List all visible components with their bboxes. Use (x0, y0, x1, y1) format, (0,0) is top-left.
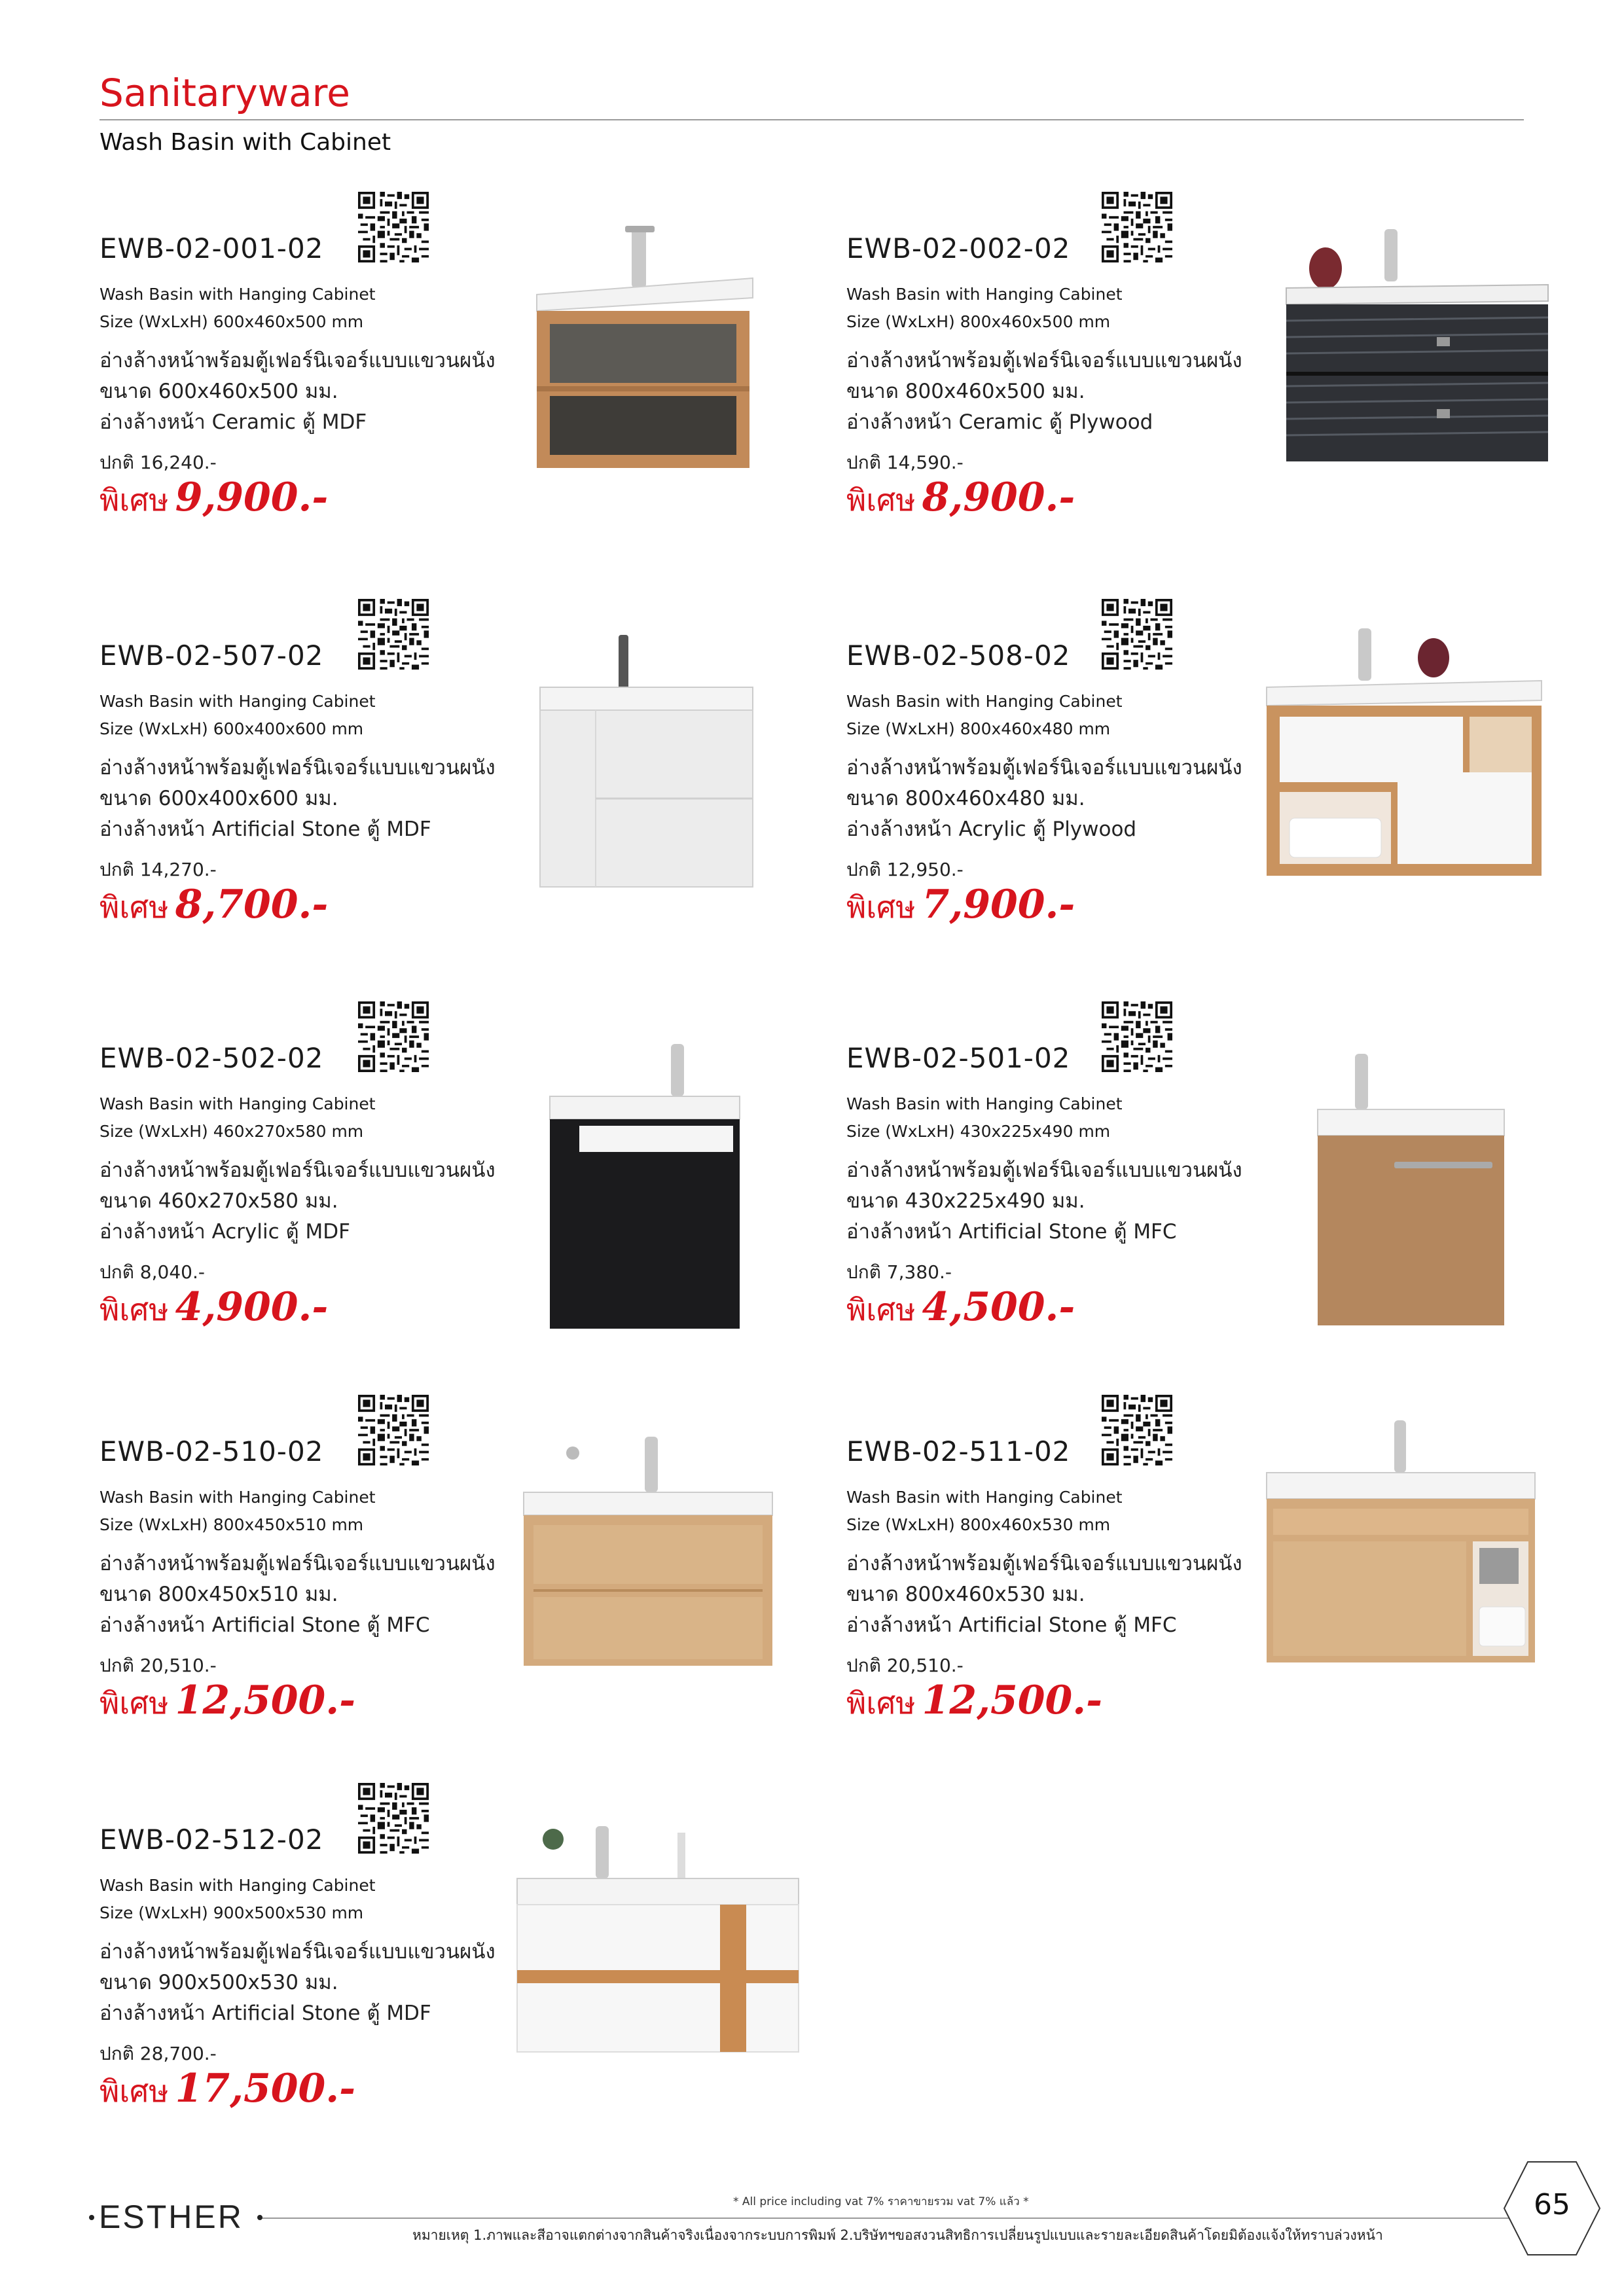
normal-price: ปกติ 7,380.- (846, 1261, 952, 1283)
page-title: Sanitaryware (99, 71, 350, 115)
special-price-line (99, 1284, 328, 1334)
normal-price: ปกติ 20,510.- (99, 1655, 217, 1676)
qr-code-icon[interactable] (1102, 192, 1172, 262)
product-image-cabinet (537, 628, 759, 890)
footer-divider (262, 2218, 1525, 2219)
product-name-th: อ่างล้างหน้าพร้อมตู้เฟอร์นิเจอร์แบบแขวนผนัง (99, 756, 496, 780)
qr-code-icon[interactable] (1102, 1001, 1172, 1072)
product-code: EWB-02-511-02 (846, 1435, 1071, 1467)
product-name-th: อ่างล้างหน้าพร้อมตู้เฟอร์นิเจอร์แบบแขวนผนัง (99, 1552, 496, 1575)
special-label: พิเศษ (99, 1685, 169, 1721)
product-size-en: Size (WxLxH) 460x270x580 mm (99, 1122, 364, 1141)
special-price: 8,700.- (175, 882, 329, 927)
product-name-en: Wash Basin with Hanging Cabinet (99, 1094, 376, 1113)
product-name-th: อ่างล้างหน้าพร้อมตู้เฟอร์นิเจอร์แบบแขวนผนัง (846, 349, 1242, 372)
special-price-line (846, 882, 1075, 931)
qr-code-icon[interactable] (1102, 599, 1172, 670)
special-price: 7,900.- (922, 882, 1075, 927)
special-price-line (99, 2066, 355, 2115)
qr-code-icon[interactable] (358, 599, 429, 670)
qr-code-icon[interactable] (358, 1001, 429, 1072)
special-price: 9,900.- (175, 475, 329, 520)
product-name-th: อ่างล้างหน้าพร้อมตู้เฟอร์นิเจอร์แบบแขวนผนัง (99, 1158, 496, 1182)
normal-price: ปกติ 28,700.- (99, 2043, 217, 2064)
special-price: 4,500.- (922, 1284, 1075, 1330)
qr-code-icon[interactable] (358, 192, 429, 262)
product-size-th: ขนาด 430x225x490 มม. (846, 1189, 1085, 1213)
product-size-th: ขนาด 800x450x510 มม. (99, 1583, 338, 1606)
page-number: 65 (1534, 2188, 1570, 2221)
special-label: พิเศษ (99, 482, 169, 518)
product-image-cabinet (543, 1037, 746, 1332)
page-subtitle: Wash Basin with Cabinet (99, 129, 391, 156)
product-name-en: Wash Basin with Hanging Cabinet (99, 1488, 376, 1507)
product-name-en: Wash Basin with Hanging Cabinet (846, 692, 1123, 711)
special-label: พิเศษ (846, 482, 916, 518)
product-code: EWB-02-510-02 (99, 1435, 324, 1467)
product-size-th: ขนาด 460x270x580 มม. (99, 1189, 338, 1213)
product-material-th: อ่างล้างหน้า Ceramic ตู้ Plywood (846, 410, 1153, 434)
special-label: พิเศษ (99, 889, 169, 925)
special-label: พิเศษ (99, 2074, 169, 2109)
product-code: EWB-02-512-02 (99, 1823, 324, 1856)
product-material-th: อ่างล้างหน้า Artificial Stone ตู้ MFC (99, 1613, 430, 1637)
product-image-cabinet (514, 1820, 802, 2055)
normal-price: ปกติ 16,240.- (99, 452, 217, 473)
product-name-en: Wash Basin with Hanging Cabinet (846, 1488, 1123, 1507)
special-price: 12,500.- (175, 1678, 355, 1723)
product-size-th: ขนาด 600x400x600 มม. (99, 787, 338, 810)
product-image-cabinet (1280, 203, 1555, 465)
product-material-th: อ่างล้างหน้า Acrylic ตู้ MDF (99, 1220, 350, 1244)
product-size-en: Size (WxLxH) 600x460x500 mm (99, 312, 364, 331)
product-name-th: อ่างล้างหน้าพร้อมตู้เฟอร์นิเจอร์แบบแขวนผนัง (99, 349, 496, 372)
product-name-th: อ่างล้างหน้าพร้อมตู้เฟอร์นิเจอร์แบบแขวนผนัง (99, 1940, 496, 1964)
special-price-line (99, 475, 328, 524)
special-price: 17,500.- (175, 2066, 355, 2111)
product-size-en: Size (WxLxH) 900x500x530 mm (99, 1903, 364, 1922)
product-size-en: Size (WxLxH) 600x400x600 mm (99, 719, 364, 738)
product-code: EWB-02-502-02 (99, 1042, 324, 1074)
product-code: EWB-02-001-02 (99, 232, 324, 264)
special-label: พิเศษ (846, 889, 916, 925)
special-price: 4,900.- (175, 1284, 329, 1330)
product-name-th: อ่างล้างหน้าพร้อมตู้เฟอร์นิเจอร์แบบแขวนผนัง (846, 1158, 1242, 1182)
product-name-en: Wash Basin with Hanging Cabinet (99, 692, 376, 711)
product-material-th: อ่างล้างหน้า Artificial Stone ตู้ MFC (846, 1220, 1177, 1244)
product-size-en: Size (WxLxH) 430x225x490 mm (846, 1122, 1111, 1141)
brand-name: ESTHER (99, 2199, 244, 2235)
product-material-th: อ่างล้างหน้า Acrylic ตู้ Plywood (846, 817, 1137, 841)
product-size-en: Size (WxLxH) 800x460x530 mm (846, 1515, 1111, 1534)
product-name-en: Wash Basin with Hanging Cabinet (99, 1876, 376, 1895)
product-size-th: ขนาด 900x500x530 มม. (99, 1971, 338, 1994)
special-price-line (846, 475, 1075, 524)
product-image-cabinet (533, 216, 756, 478)
product-image-cabinet (1312, 1047, 1509, 1329)
product-size-th: ขนาด 800x460x500 มม. (846, 380, 1085, 403)
normal-price: ปกติ 8,040.- (99, 1261, 205, 1283)
special-price: 8,900.- (922, 475, 1075, 520)
product-material-th: อ่างล้างหน้า Artificial Stone ตู้ MFC (846, 1613, 1177, 1637)
special-price-line (99, 1678, 355, 1727)
product-image-cabinet (1260, 602, 1548, 877)
special-price-line (846, 1678, 1102, 1727)
title-divider (99, 119, 1524, 120)
product-name-en: Wash Basin with Hanging Cabinet (99, 285, 376, 304)
product-image-cabinet (1263, 1417, 1538, 1666)
normal-price: ปกติ 14,590.- (846, 452, 964, 473)
product-material-th: อ่างล้างหน้า Artificial Stone ตู้ MDF (99, 817, 431, 841)
normal-price: ปกติ 14,270.- (99, 859, 217, 880)
special-price-line (846, 1284, 1075, 1334)
product-name-th: อ่างล้างหน้าพร้อมตู้เฟอร์นิเจอร์แบบแขวนผนัง (846, 1552, 1242, 1575)
product-material-th: อ่างล้างหน้า Artificial Stone ตู้ MDF (99, 2002, 431, 2025)
product-name-en: Wash Basin with Hanging Cabinet (846, 1094, 1123, 1113)
product-size-th: ขนาด 800x460x530 มม. (846, 1583, 1085, 1606)
product-size-th: ขนาด 600x460x500 มม. (99, 380, 338, 403)
special-label: พิเศษ (846, 1292, 916, 1327)
product-image-cabinet (520, 1433, 776, 1669)
product-name-th: อ่างล้างหน้าพร้อมตู้เฟอร์นิเจอร์แบบแขวนผนัง (846, 756, 1242, 780)
product-code: EWB-02-508-02 (846, 639, 1071, 672)
normal-price: ปกติ 12,950.- (846, 859, 964, 880)
special-label: พิเศษ (99, 1292, 169, 1327)
product-size-en: Size (WxLxH) 800x460x500 mm (846, 312, 1111, 331)
product-code: EWB-02-501-02 (846, 1042, 1071, 1074)
qr-code-icon[interactable] (358, 1783, 429, 1854)
vat-note: * All price including vat 7% ราคาขายรวม vat 7% แล้ว * (733, 2195, 1029, 2208)
normal-price: ปกติ 20,510.- (846, 1655, 964, 1676)
qr-code-icon[interactable] (358, 1395, 429, 1465)
product-code: EWB-02-507-02 (99, 639, 324, 672)
qr-code-icon[interactable] (1102, 1395, 1172, 1465)
product-size-th: ขนาด 800x460x480 มม. (846, 787, 1085, 810)
disclaimer: หมายเหตุ 1.ภาพและสีอาจแตกต่างจากสินค้าจริงเนื่องจากระบบการพิมพ์ 2.บริษัทฯขอสงวนสิทธิการเปลี่ยนรูปแบบและรายละเอียดสินค้าโดยมิต้องแจ้งให้ทราบล่วงหน้า (412, 2227, 1383, 2243)
product-size-en: Size (WxLxH) 800x460x480 mm (846, 719, 1111, 738)
product-size-en: Size (WxLxH) 800x450x510 mm (99, 1515, 364, 1534)
product-name-en: Wash Basin with Hanging Cabinet (846, 285, 1123, 304)
esther-logo (88, 2198, 278, 2244)
page-number-badge (1503, 2159, 1601, 2257)
special-price: 12,500.- (922, 1678, 1102, 1723)
product-material-th: อ่างล้างหน้า Ceramic ตู้ MDF (99, 410, 367, 434)
special-price-line (99, 882, 328, 931)
special-label: พิเศษ (846, 1685, 916, 1721)
product-code: EWB-02-002-02 (846, 232, 1071, 264)
